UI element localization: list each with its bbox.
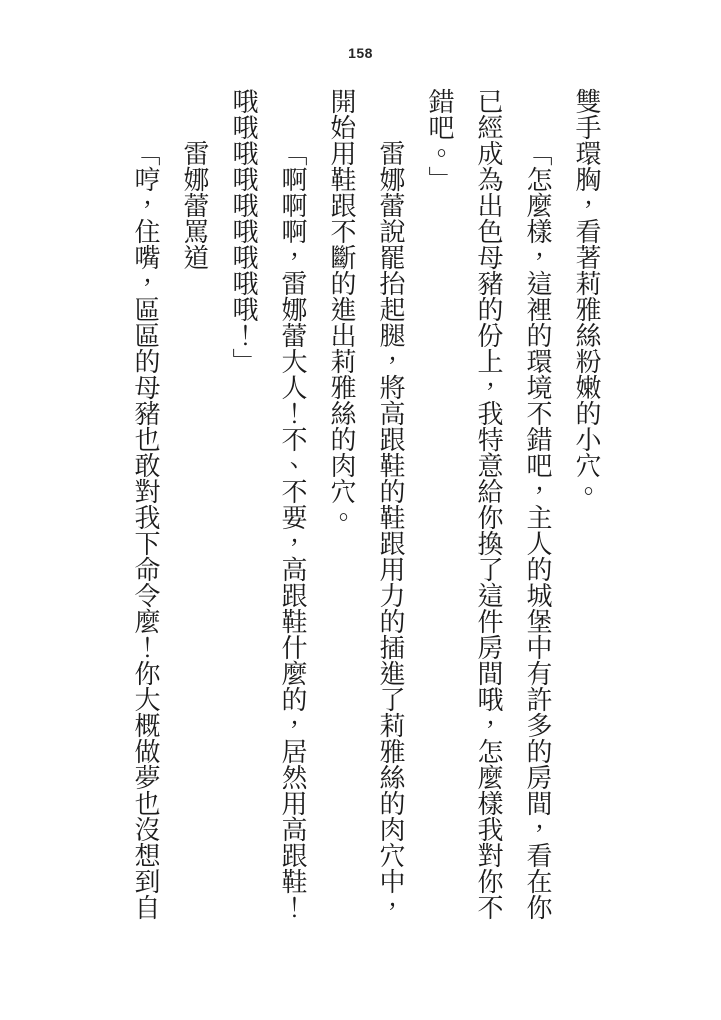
page-text-vertical	[121, 88, 611, 932]
paragraph-narration-2: 雷娜蕾罵道	[180, 140, 209, 270]
page-number: 158	[348, 45, 373, 61]
paragraph-continuation: 雙手環胸，看著莉雅絲粉嫩的小穴。	[572, 88, 601, 504]
paragraph-narration-1: 雷娜蕾說罷抬起腿，將高跟鞋的鞋跟用力的插進了莉雅絲的肉穴中，開始用鞋跟不斷的進出莉雅絲的肉穴。	[327, 88, 405, 920]
paragraph-dialogue-3: 「哼，住嘴，區區的母豬也敢對我下命令麼！你大概做夢也沒想到自	[131, 140, 160, 920]
paragraph-dialogue-1: 「怎麼樣，這裡的環境不錯吧，主人的城堡中有許多的房間，看在你已經成為出色母豬的份上，我特意給你換了這件房間哦，怎麼樣我對你不錯吧。」	[425, 88, 552, 920]
paragraph-dialogue-2: 「啊啊啊，雷娜蕾大人！不、不要，高跟鞋什麼的，居然用高跟鞋！哦哦哦哦哦哦哦哦哦！」	[229, 88, 307, 920]
